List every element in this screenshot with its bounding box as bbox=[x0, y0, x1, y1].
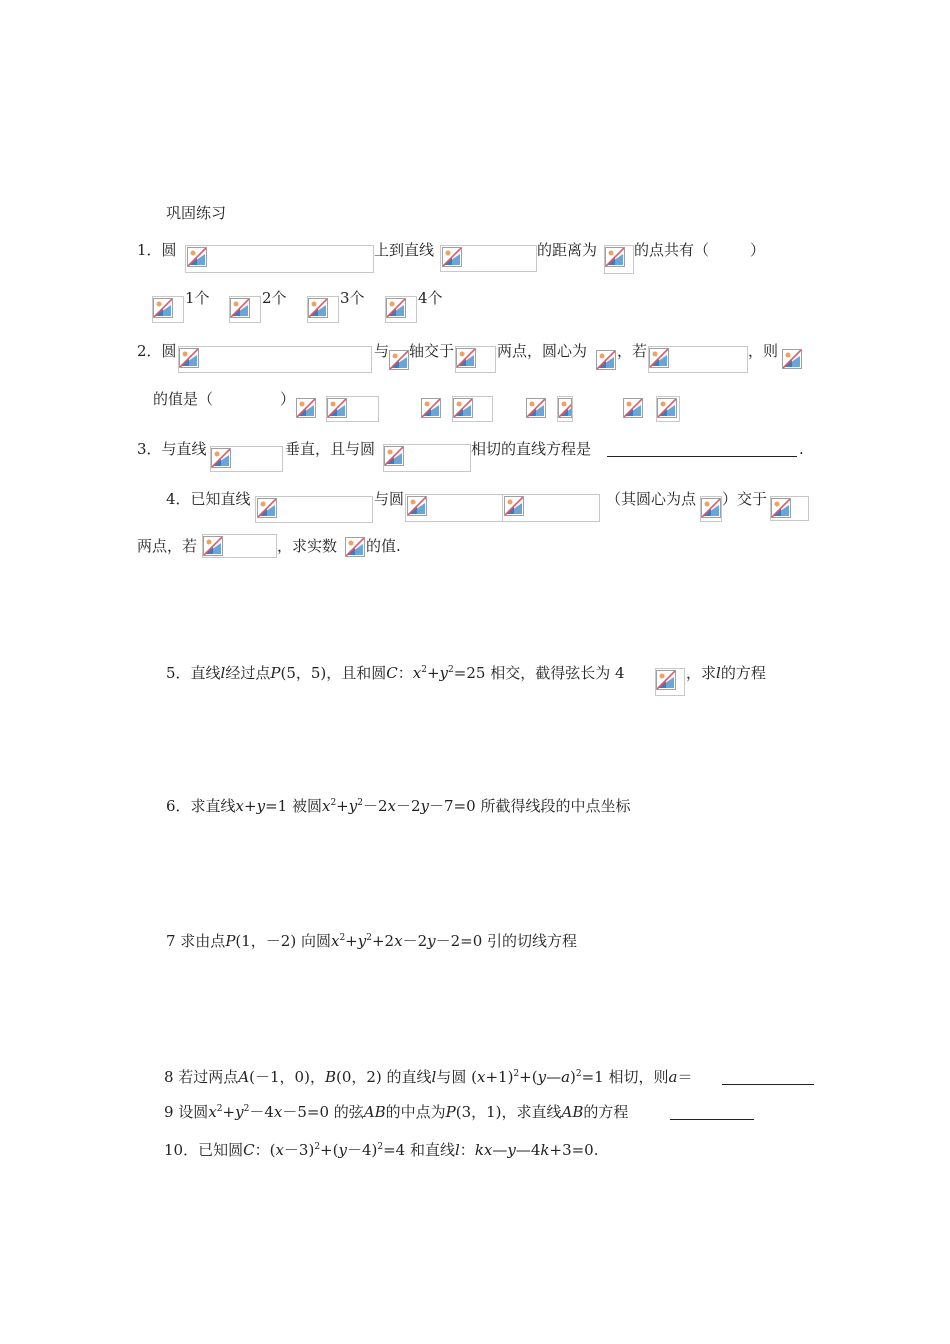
q2-number: 2．圆 bbox=[137, 342, 177, 360]
broken-image-icon bbox=[782, 349, 802, 369]
option-d: 4个 bbox=[418, 289, 443, 307]
section-heading: 巩固练习 bbox=[166, 204, 227, 222]
broken-image-icon bbox=[384, 446, 404, 466]
option-c: 3个 bbox=[340, 289, 365, 307]
broken-image-icon bbox=[407, 496, 427, 516]
q2-text: ，则 bbox=[748, 342, 779, 360]
q3-text: . bbox=[799, 440, 804, 458]
broken-image-icon bbox=[296, 398, 316, 418]
broken-image-icon bbox=[211, 448, 231, 468]
broken-image-icon bbox=[649, 348, 669, 368]
broken-image-icon bbox=[656, 670, 676, 690]
q4-text: ，求实数 bbox=[277, 537, 338, 555]
broken-image-icon bbox=[456, 348, 476, 368]
broken-image-icon bbox=[526, 398, 546, 418]
broken-image-icon bbox=[623, 398, 643, 418]
broken-image-icon bbox=[421, 398, 441, 418]
broken-image-icon bbox=[179, 348, 199, 368]
broken-image-icon bbox=[386, 298, 406, 318]
broken-image-icon bbox=[701, 498, 721, 518]
broken-image-icon bbox=[308, 298, 328, 318]
option-b: 2个 bbox=[262, 289, 287, 307]
option-a: 1个 bbox=[185, 289, 210, 307]
broken-image-icon bbox=[605, 247, 625, 267]
answer-blank[interactable] bbox=[670, 1119, 754, 1120]
broken-image-icon bbox=[453, 398, 473, 418]
q5-text: 5．直线l经过点P(5，5)，且和圆C：$x^2+y^2=25$ 相交，截得弦长为 4 bbox=[166, 664, 625, 682]
broken-image-icon bbox=[257, 498, 277, 518]
q4-text: （其圆心为点 bbox=[606, 490, 697, 508]
q5-text-tail: ，求l的方程 bbox=[686, 664, 766, 682]
broken-image-icon bbox=[187, 247, 207, 267]
broken-image-icon bbox=[327, 398, 347, 418]
q2-text: 的值是（ bbox=[153, 390, 214, 408]
answer-blank[interactable] bbox=[607, 456, 797, 457]
broken-image-icon bbox=[596, 350, 616, 370]
broken-image-icon bbox=[345, 537, 365, 557]
formula-placeholder bbox=[185, 245, 374, 273]
q3-number: 3．与直线 bbox=[137, 440, 207, 458]
q1-text: 的点共有（ bbox=[634, 241, 710, 259]
q2-text: 两点，圆心为 bbox=[497, 342, 588, 360]
q7-text: 7 求由点P(1，－2) 向圆$x^2+y^2+2x-2y-2=0$ 引的切线方程 bbox=[166, 932, 578, 950]
q1-number: 1．圆 bbox=[137, 241, 177, 259]
q1-text: 上到直线 bbox=[374, 241, 435, 259]
q2-text: ，若 bbox=[617, 342, 648, 360]
q3-text: 垂直，且与圆 bbox=[285, 440, 376, 458]
broken-image-icon bbox=[442, 247, 462, 267]
q1-text: ） bbox=[750, 241, 766, 259]
broken-image-icon bbox=[657, 398, 677, 418]
q4-text: ）交于 bbox=[722, 490, 768, 508]
q10-text: 10．已知圆C：$(x-3)^2+(y-4)^2=4$ 和直线l：kx—y—4k+3=0. bbox=[164, 1141, 599, 1159]
q6-text: 6．求直线x+y=1 被圆$x^2+y^2-2x-2y-7=0$ 所截得线段的中点坐标 bbox=[166, 797, 631, 815]
q2-text: 与 bbox=[374, 342, 390, 360]
q4-text: 两点，若 bbox=[137, 537, 198, 555]
broken-image-icon bbox=[230, 298, 250, 318]
broken-image-icon bbox=[558, 398, 572, 418]
q3-text: 相切的直线方程是 bbox=[471, 440, 592, 458]
answer-blank[interactable] bbox=[722, 1084, 814, 1085]
q4-number: 4．已知直线 bbox=[166, 490, 251, 508]
broken-image-icon bbox=[153, 298, 173, 318]
broken-image-icon bbox=[771, 498, 791, 518]
q9-text: 9 设圆$x^2+y^2-4x-5=0$ 的弦AB的中点为P(3，1)，求直线AB的方程 bbox=[164, 1103, 629, 1121]
q1-text: 的距离为 bbox=[537, 241, 598, 259]
broken-image-icon bbox=[203, 536, 223, 556]
q4-text: 的值. bbox=[366, 537, 401, 555]
formula-placeholder bbox=[178, 346, 372, 373]
broken-image-icon bbox=[389, 350, 409, 370]
q8-text: 8 若过两点A(－1，0)，B(0，2) 的直线l与圆 $(x+1)^2+(y—a)^2=1$ 相切，则a＝ bbox=[164, 1068, 693, 1086]
broken-image-icon bbox=[504, 496, 524, 516]
q2-text: 轴交于 bbox=[409, 342, 455, 360]
q2-text: ） bbox=[280, 390, 296, 408]
q4-text: 与圆 bbox=[374, 490, 405, 508]
